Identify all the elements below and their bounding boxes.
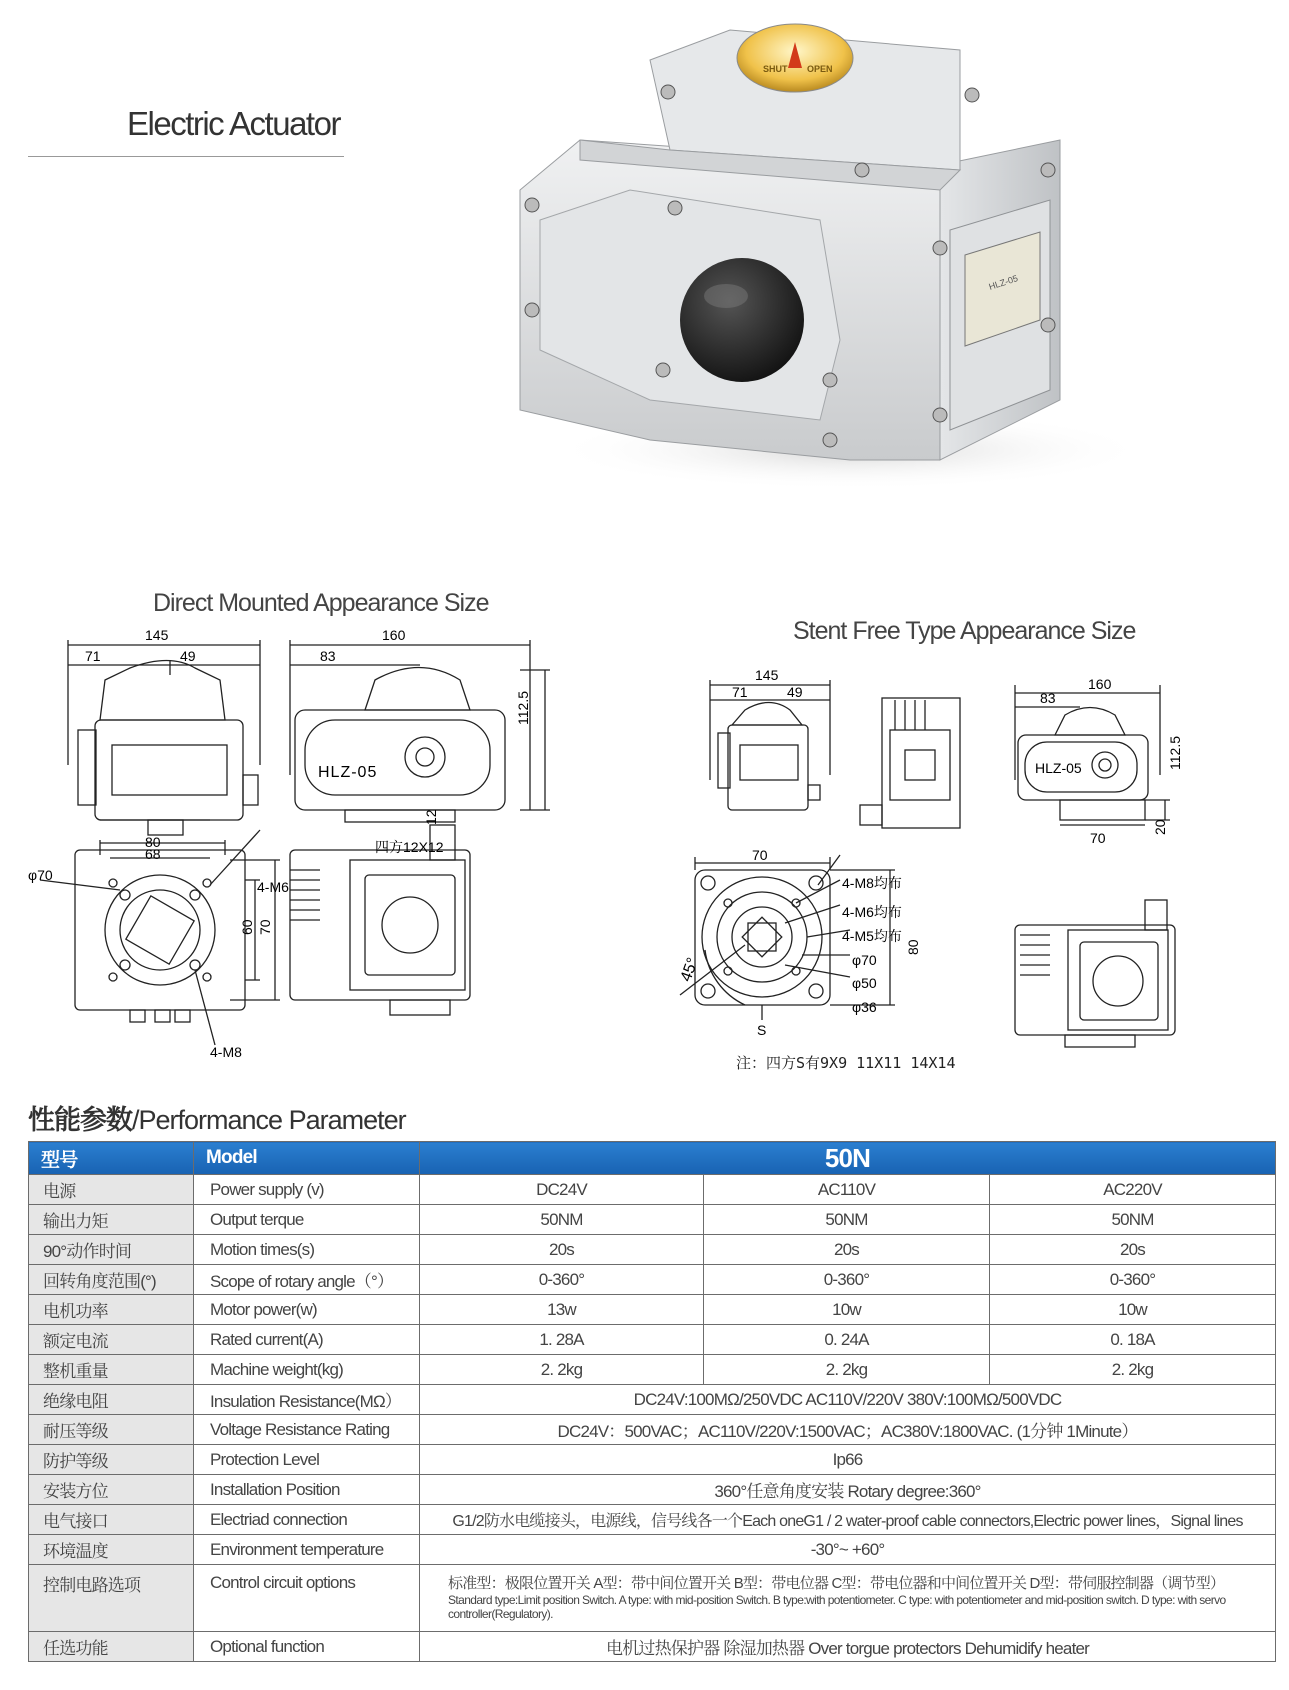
sf-dim-phi70: φ70 bbox=[852, 952, 877, 968]
row-zh: 耐压等级 bbox=[29, 1415, 194, 1445]
table-row bbox=[29, 1632, 1276, 1662]
svg-text:HLZ-05: HLZ-05 bbox=[987, 273, 1020, 292]
stent-free-note: 注：四方S有9X9 11X11 14X14 bbox=[736, 1054, 956, 1072]
row-value: 50NM bbox=[420, 1205, 704, 1235]
row-en: Rated current(A) bbox=[194, 1325, 420, 1355]
row-value: 50NM bbox=[704, 1205, 990, 1235]
sf-dim-side-width: 160 bbox=[1088, 676, 1112, 692]
row-en: Optional function bbox=[194, 1632, 420, 1662]
row-value: 360°任意角度安装 Rotary degree:360° bbox=[420, 1475, 1276, 1505]
sf-dim-front-right: 49 bbox=[787, 684, 803, 700]
table-row bbox=[29, 1385, 1276, 1415]
row-en: Machine weight(kg) bbox=[194, 1355, 420, 1385]
row-value: 0. 24A bbox=[704, 1325, 990, 1355]
table-row bbox=[29, 1445, 1276, 1475]
table-row bbox=[29, 1325, 1276, 1355]
row-value: 2. 2kg bbox=[420, 1355, 704, 1385]
dim-bottom-68: 68 bbox=[145, 846, 161, 862]
direct-mounted-title: Direct Mounted Appearance Size bbox=[153, 589, 489, 617]
table-row bbox=[29, 1505, 1276, 1535]
row-value: 20s bbox=[704, 1235, 990, 1265]
row-en: Electriad connection bbox=[194, 1505, 420, 1535]
header-model-value: 50N bbox=[420, 1142, 1276, 1175]
row-value: 0-360° bbox=[990, 1265, 1276, 1295]
row-zh: 额定电流 bbox=[29, 1325, 194, 1355]
table-header-row bbox=[29, 1142, 1276, 1175]
row-en: Insulation Resistance(MΩ） bbox=[194, 1385, 420, 1415]
sf-dim-side-20: 20 bbox=[1152, 819, 1168, 835]
stent-free-title: Stent Free Type Appearance Size bbox=[793, 617, 1136, 645]
sf-dim-front-width: 145 bbox=[755, 667, 779, 683]
page-title: Electric Actuator bbox=[127, 105, 340, 142]
row-en: Motion times(s) bbox=[194, 1235, 420, 1265]
row-zh: 防护等级 bbox=[29, 1445, 194, 1475]
row-en: Protection Level bbox=[194, 1445, 420, 1475]
sf-dim-m5: 4-M5均布 bbox=[842, 928, 902, 944]
control-options-zh: 标准型：极限位置开关 A型：带中间位置开关 B型：带电位器 C型：带电位器和中间位置开关 D型：带伺服控制器（调节型） bbox=[448, 1575, 1225, 1592]
row-value: 0-360° bbox=[420, 1265, 704, 1295]
row-value: -30°~ +60° bbox=[420, 1535, 1276, 1565]
row-value: 20s bbox=[420, 1235, 704, 1265]
performance-title bbox=[28, 1098, 406, 1137]
dome-shut-label: SHUT bbox=[763, 64, 788, 74]
actuator-photo bbox=[520, 20, 1150, 490]
row-zh: 整机重量 bbox=[29, 1355, 194, 1385]
row-value: 10w bbox=[704, 1295, 990, 1325]
row-zh: 安装方位 bbox=[29, 1475, 194, 1505]
table-row bbox=[29, 1175, 1276, 1205]
sf-dim-flange-80: 80 bbox=[905, 939, 921, 955]
sf-dim-m8: 4-M8均布 bbox=[842, 875, 902, 891]
dim-m8: 4-M8 bbox=[210, 1044, 242, 1060]
sf-dim-phi50: φ50 bbox=[852, 975, 877, 991]
row-zh: 环境温度 bbox=[29, 1535, 194, 1565]
stent-free-drawing bbox=[677, 665, 1190, 1075]
row-zh: 回转角度范围(°) bbox=[29, 1265, 194, 1295]
header-en: Model bbox=[194, 1142, 420, 1175]
row-value: 2. 2kg bbox=[704, 1355, 990, 1385]
row-en: Motor power(w) bbox=[194, 1295, 420, 1325]
performance-title-zh: 性能参数 bbox=[28, 1105, 132, 1135]
row-zh: 电机功率 bbox=[29, 1295, 194, 1325]
sf-dim-flange-70: 70 bbox=[752, 847, 768, 863]
table-row bbox=[29, 1205, 1276, 1235]
row-zh: 90°动作时间 bbox=[29, 1235, 194, 1265]
dim-v60: 60 bbox=[239, 919, 255, 935]
row-en: Environment temperature bbox=[194, 1535, 420, 1565]
sf-dim-side-left: 83 bbox=[1040, 690, 1056, 706]
sf-dim-front-left: 71 bbox=[732, 684, 748, 700]
header-zh: 型号 bbox=[29, 1142, 194, 1175]
square-note: 四方12X12 bbox=[375, 839, 444, 855]
row-value: AC220V bbox=[990, 1175, 1276, 1205]
table-row bbox=[29, 1565, 1276, 1632]
row-zh: 控制电路选项 bbox=[29, 1565, 194, 1632]
table-row bbox=[29, 1265, 1276, 1295]
dim-front-left: 71 bbox=[85, 648, 101, 664]
control-options-cell bbox=[420, 1565, 1276, 1632]
table-row bbox=[29, 1535, 1276, 1565]
row-value: 10w bbox=[990, 1295, 1276, 1325]
control-options-en: Standard type:Limit position Switch. A type: with mid-position Switch. B type:with potentiometer. C type: with potentiometer and mid-position switch. D type: with servo controller(Regulatory). bbox=[448, 1593, 1226, 1621]
sf-dim-side-height: 112.5 bbox=[1167, 736, 1183, 770]
dim-side-height: 112.5 bbox=[515, 691, 531, 725]
row-value: 20s bbox=[990, 1235, 1276, 1265]
sf-dim-phi36: φ36 bbox=[852, 999, 877, 1015]
row-value: 1. 28A bbox=[420, 1325, 704, 1355]
row-value: DC24V:100MΩ/250VDC AC110V/220V 380V:100MΩ/500VDC bbox=[420, 1385, 1276, 1415]
model-label: HLZ-05 bbox=[318, 764, 378, 781]
row-value: G1/2防水电缆接头，电源线，信号线各一个Each oneG1 / 2 water-proof cable connectors,Electric power lines，Signal lines bbox=[420, 1505, 1276, 1535]
table-row bbox=[29, 1295, 1276, 1325]
title-divider bbox=[28, 156, 344, 157]
table-row bbox=[29, 1415, 1276, 1445]
sf-dim-side-70: 70 bbox=[1090, 830, 1106, 846]
row-value: 2. 2kg bbox=[990, 1355, 1276, 1385]
row-value: 0. 18A bbox=[990, 1325, 1276, 1355]
dim-side-width: 160 bbox=[382, 627, 406, 643]
row-value: DC24V bbox=[420, 1175, 704, 1205]
dim-m6: 4-M6 bbox=[257, 879, 289, 895]
row-en: Output terque bbox=[194, 1205, 420, 1235]
sf-dim-angle: 45° bbox=[677, 955, 702, 985]
row-en: Scope of rotary angle（°） bbox=[194, 1265, 420, 1295]
table-row bbox=[29, 1475, 1276, 1505]
performance-table bbox=[28, 1141, 1276, 1662]
dim-front-width: 145 bbox=[145, 627, 169, 643]
dim-bottom-80: 80 bbox=[145, 834, 161, 850]
row-zh: 任选功能 bbox=[29, 1632, 194, 1662]
row-value: 0-360° bbox=[704, 1265, 990, 1295]
dim-side-left: 83 bbox=[320, 648, 336, 664]
row-value: DC24V：500VAC；AC110V/220V:1500VAC；AC380V:1800VAC. (1分钟 1Minute） bbox=[420, 1415, 1276, 1445]
row-en: Installation Position bbox=[194, 1475, 420, 1505]
row-zh: 电气接口 bbox=[29, 1505, 194, 1535]
row-en: Power supply (v) bbox=[194, 1175, 420, 1205]
row-value: 电机过热保护器 除湿加热器 Over torgue protectors Dehumidify heater bbox=[420, 1632, 1276, 1662]
dim-v70: 70 bbox=[257, 919, 273, 935]
row-en: Voltage Resistance Rating bbox=[194, 1415, 420, 1445]
sf-dim-m6: 4-M6均布 bbox=[842, 904, 902, 920]
row-zh: 输出力矩 bbox=[29, 1205, 194, 1235]
row-value: 50NM bbox=[990, 1205, 1276, 1235]
table-row bbox=[29, 1355, 1276, 1385]
row-value: Ip66 bbox=[420, 1445, 1276, 1475]
sf-dim-s: S bbox=[757, 1022, 767, 1038]
dome-open-label: OPEN bbox=[807, 64, 833, 74]
dim-front-right: 49 bbox=[180, 648, 196, 664]
row-zh: 电源 bbox=[29, 1175, 194, 1205]
table-row bbox=[29, 1235, 1276, 1265]
dim-side-bottom: 12 bbox=[423, 809, 439, 825]
performance-title-en: /Performance Parameter bbox=[132, 1105, 406, 1135]
row-value: AC110V bbox=[704, 1175, 990, 1205]
sf-model-label: HLZ-05 bbox=[1035, 760, 1082, 776]
direct-mounted-drawing bbox=[20, 625, 540, 1070]
row-value: 13w bbox=[420, 1295, 704, 1325]
row-zh: 绝缘电阻 bbox=[29, 1385, 194, 1415]
dim-phi70: φ70 bbox=[28, 867, 53, 883]
row-en: Control circuit options bbox=[194, 1565, 420, 1632]
